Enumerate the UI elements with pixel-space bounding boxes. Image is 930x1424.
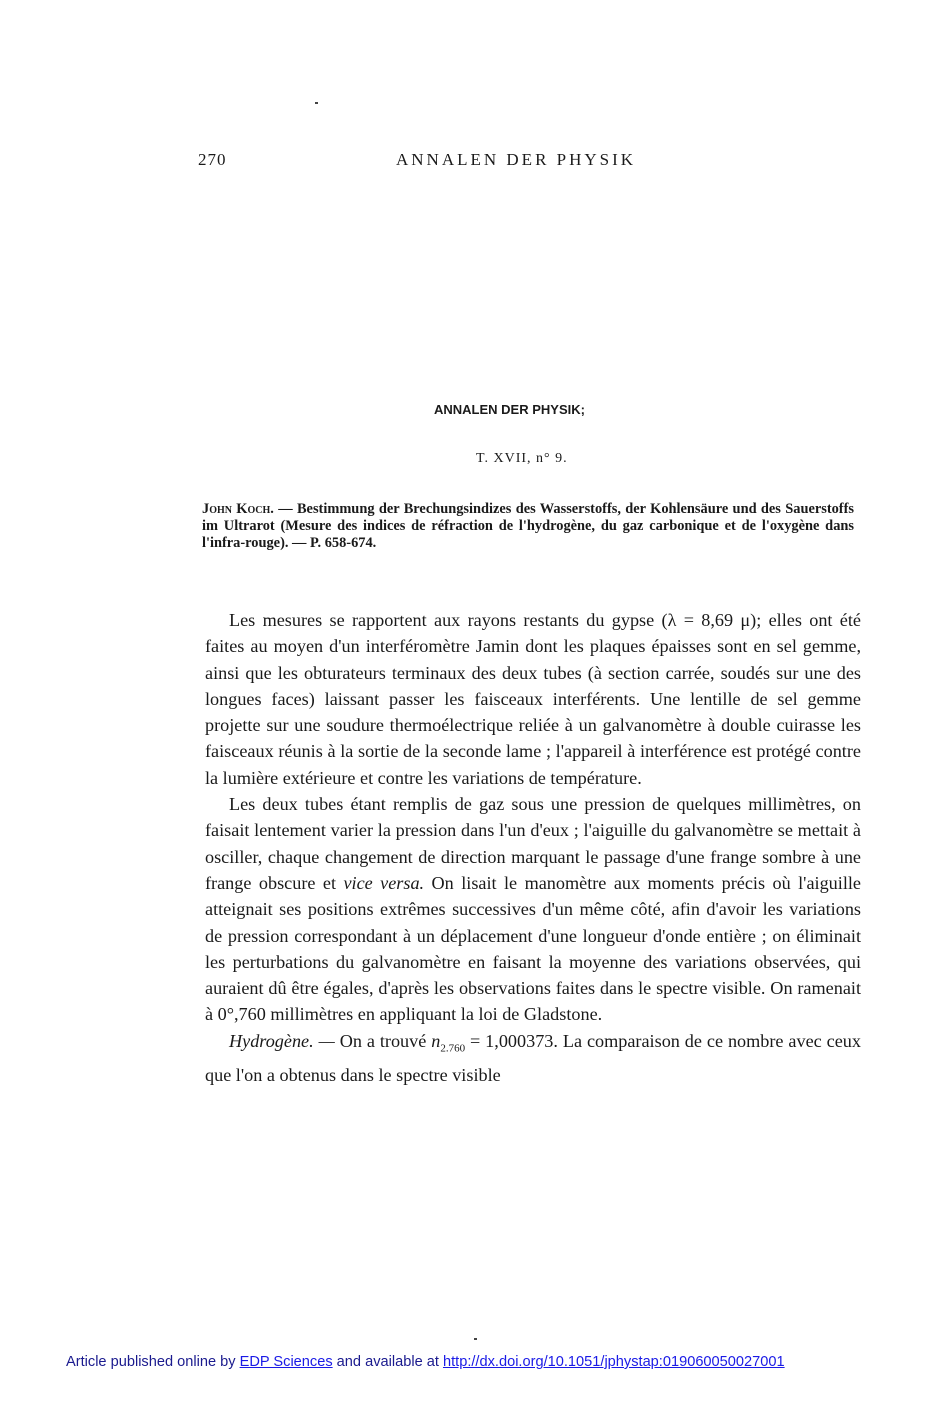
paragraph-lead: Hydrogène. — xyxy=(229,1030,335,1051)
scan-speck xyxy=(474,1338,477,1340)
math-symbol: n xyxy=(431,1030,441,1051)
citation-author: John Koch. xyxy=(202,501,274,517)
scan-speck xyxy=(315,102,318,104)
publisher-link[interactable]: EDP Sciences xyxy=(239,1354,333,1370)
footer-middle: and available at xyxy=(332,1354,443,1370)
paragraph-text: On lisait le manomètre aux moments précis où l'aiguille atteignait ses positions extrêmes successives d'un même côté, afin d'avoir les variations de pression correspondant à un déplacement d'une longueur d'onde entière ; on éliminait les perturbations du galvanomètre en faisant la moyenne des variations observées, qui auraient dû être égales, d'après les observations faites dans le spectre visible. On ramenait à 0°,760 millimètres en appliquant la loi de Gladstone. xyxy=(205,872,861,1025)
body-paragraph xyxy=(205,791,861,1028)
paragraph-text: On a trouvé xyxy=(334,1030,432,1051)
math-subscript: 2.760 xyxy=(440,1042,466,1055)
running-title: ANNALEN DER PHYSIK xyxy=(396,150,637,169)
footer-prefix: Article published online by xyxy=(66,1354,240,1370)
article-citation xyxy=(202,501,854,552)
page-number: 270 xyxy=(198,150,227,169)
publication-footer xyxy=(66,1354,785,1370)
body-paragraph xyxy=(205,1028,861,1088)
doi-link[interactable]: http://dx.doi.org/10.1051/jphystap:019060050027001 xyxy=(442,1354,785,1370)
body-paragraph: Les mesures se rapportent aux rayons restants du gypse (λ = 8,69 μ); elles ont été faites au moyen d'un interféromètre Jamin dont les plaques épaisses sont en sel gemme, ainsi que les obturateurs terminaux des deux tubes (à section carrée, soudés sur une des longues faces) laissant passer les faisceaux interférents. Une lentille de sel gemme projette sur une soudure thermoélectrique reliée à un galvanomètre à double cuirasse les faisceaux réunis à la sortie de la seconde lame ; l'appareil à interférence est protégé contre la lumière extérieure et contre les variations de température. xyxy=(205,610,861,788)
italic-phrase: vice versa. xyxy=(343,872,425,893)
running-header xyxy=(198,150,660,176)
article-body xyxy=(205,607,861,1088)
section-title: ANNALEN DER PHYSIK; xyxy=(434,402,585,417)
citation-text: — Bestimmung der Brechungsindizes des Wasserstoffs, der Kohlensäure und des Sauerstoffs im Ultrarot (Mesure des indices de réfraction de l'hydrogène, du gaz carbonique et de l'oxygène dans l'infra-rouge). — P. 658-674. xyxy=(202,501,854,551)
issue-number: T. XVII, n° 9. xyxy=(476,451,568,466)
paragraph-text: Les deux tubes étant remplis de gaz sous une pression de quelques millimètres, on faisait lentement varier la pression dans l'un d'eux ; l'aiguille du galvanomètre se mettait à osciller, chaque changement de direction marquant le passage d'une frange sombre à une frange obscure et xyxy=(205,794,861,893)
paragraph-text: = 1,000373. La comparaison de ce nombre avec ceux que l'on a obtenus dans le spectre visible xyxy=(205,1030,861,1085)
